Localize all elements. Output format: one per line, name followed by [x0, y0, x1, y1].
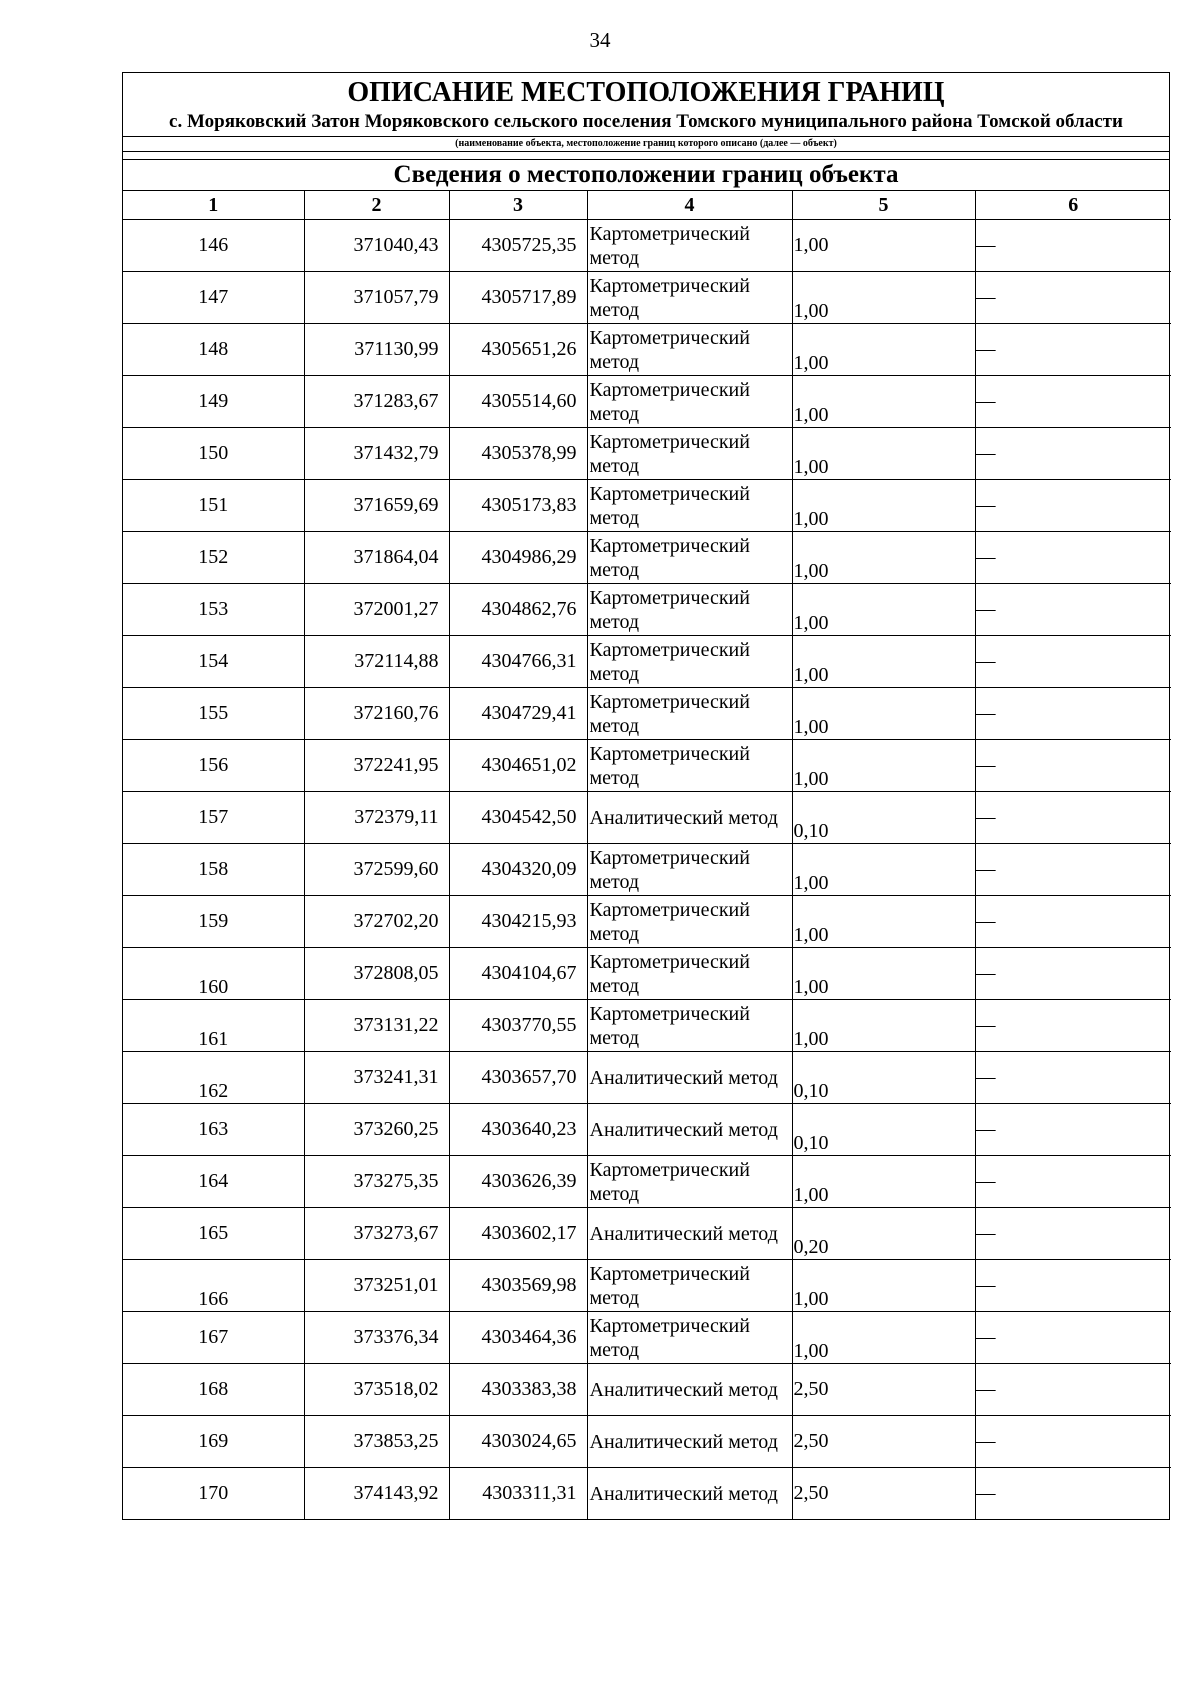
accuracy-cell: 2,50 — [792, 1468, 975, 1520]
method-cell: Картометрический метод — [587, 740, 792, 792]
accuracy-cell: 1,00 — [792, 636, 975, 688]
y-coordinate-cell: 4303770,55 — [449, 1000, 587, 1052]
accuracy-cell: 1,00 — [792, 1156, 975, 1208]
column-header: 2 — [304, 191, 449, 220]
method-cell: Аналитический метод — [587, 1104, 792, 1156]
x-coordinate-cell: 373273,67 — [304, 1208, 449, 1260]
table-row — [123, 1312, 1171, 1364]
table-row — [123, 1364, 1171, 1416]
method-cell: Аналитический метод — [587, 1468, 792, 1520]
method-cell: Картометрический метод — [587, 376, 792, 428]
accuracy-cell: 1,00 — [792, 1260, 975, 1312]
x-coordinate-cell: 374143,92 — [304, 1468, 449, 1520]
y-coordinate-cell: 4304766,31 — [449, 636, 587, 688]
description-cell: — — [975, 376, 1171, 428]
point-number-cell: 152 — [123, 532, 304, 584]
document-title: ОПИСАНИЕ МЕСТОПОЛОЖЕНИЯ ГРАНИЦ — [347, 77, 945, 108]
accuracy-cell: 1,00 — [792, 844, 975, 896]
table-row — [123, 896, 1171, 948]
point-number-cell: 156 — [123, 740, 304, 792]
y-coordinate-cell: 4305514,60 — [449, 376, 587, 428]
table-row — [123, 584, 1171, 636]
method-cell: Аналитический метод — [587, 1364, 792, 1416]
method-cell: Картометрический метод — [587, 480, 792, 532]
table-row — [123, 1052, 1171, 1104]
y-coordinate-cell: 4305378,99 — [449, 428, 587, 480]
y-coordinate-cell: 4303602,17 — [449, 1208, 587, 1260]
accuracy-cell: 1,00 — [792, 324, 975, 376]
x-coordinate-cell: 371040,43 — [304, 220, 449, 272]
accuracy-cell: 1,00 — [792, 948, 975, 1000]
description-cell: — — [975, 324, 1171, 376]
y-coordinate-cell: 4304651,02 — [449, 740, 587, 792]
table-row — [123, 1104, 1171, 1156]
x-coordinate-cell: 373518,02 — [304, 1364, 449, 1416]
description-cell: — — [975, 532, 1171, 584]
description-cell: — — [975, 1260, 1171, 1312]
method-cell: Картометрический метод — [587, 1156, 792, 1208]
point-number-cell: 168 — [123, 1364, 304, 1416]
method-cell: Картометрический метод — [587, 1312, 792, 1364]
x-coordinate-cell: 373131,22 — [304, 1000, 449, 1052]
column-header: 4 — [587, 191, 792, 220]
spacer — [123, 152, 1169, 159]
table-row — [123, 1260, 1171, 1312]
description-cell: — — [975, 584, 1171, 636]
accuracy-cell: 1,00 — [792, 220, 975, 272]
boundary-description-form — [122, 72, 1170, 1520]
description-cell: — — [975, 1416, 1171, 1468]
point-number-cell: 170 — [123, 1468, 304, 1520]
x-coordinate-cell: 372160,76 — [304, 688, 449, 740]
accuracy-cell: 1,00 — [792, 584, 975, 636]
y-coordinate-cell: 4303626,39 — [449, 1156, 587, 1208]
y-coordinate-cell: 4304862,76 — [449, 584, 587, 636]
description-cell: — — [975, 272, 1171, 324]
x-coordinate-cell: 373853,25 — [304, 1416, 449, 1468]
point-number-cell: 167 — [123, 1312, 304, 1364]
description-cell: — — [975, 688, 1171, 740]
table-row — [123, 844, 1171, 896]
point-number-cell: 161 — [123, 1000, 304, 1052]
point-number-cell: 149 — [123, 376, 304, 428]
x-coordinate-cell: 372114,88 — [304, 636, 449, 688]
coordinates-table — [123, 191, 1171, 1519]
accuracy-cell: 1,00 — [792, 480, 975, 532]
x-coordinate-cell: 372808,05 — [304, 948, 449, 1000]
accuracy-cell: 1,00 — [792, 1000, 975, 1052]
method-cell: Аналитический метод — [587, 1416, 792, 1468]
table-row — [123, 1468, 1171, 1520]
y-coordinate-cell: 4304104,67 — [449, 948, 587, 1000]
y-coordinate-cell: 4305173,83 — [449, 480, 587, 532]
y-coordinate-cell: 4303640,23 — [449, 1104, 587, 1156]
y-coordinate-cell: 4304215,93 — [449, 896, 587, 948]
point-number-cell: 163 — [123, 1104, 304, 1156]
point-number-cell: 165 — [123, 1208, 304, 1260]
description-cell: — — [975, 1312, 1171, 1364]
description-cell: — — [975, 428, 1171, 480]
point-number-cell: 148 — [123, 324, 304, 376]
section-title: Сведения о местоположении границ объекта — [123, 159, 1169, 191]
method-cell: Картометрический метод — [587, 688, 792, 740]
x-coordinate-cell: 372241,95 — [304, 740, 449, 792]
method-cell: Картометрический метод — [587, 896, 792, 948]
method-cell: Картометрический метод — [587, 324, 792, 376]
y-coordinate-cell: 4303657,70 — [449, 1052, 587, 1104]
accuracy-cell: 1,00 — [792, 740, 975, 792]
point-number-cell: 162 — [123, 1052, 304, 1104]
method-cell: Картометрический метод — [587, 1000, 792, 1052]
y-coordinate-cell: 4303464,36 — [449, 1312, 587, 1364]
description-cell: — — [975, 1000, 1171, 1052]
description-cell: — — [975, 1208, 1171, 1260]
x-coordinate-cell: 373376,34 — [304, 1312, 449, 1364]
x-coordinate-cell: 371659,69 — [304, 480, 449, 532]
column-header: 6 — [975, 191, 1171, 220]
x-coordinate-cell: 373275,35 — [304, 1156, 449, 1208]
y-coordinate-cell: 4303024,65 — [449, 1416, 587, 1468]
table-row — [123, 636, 1171, 688]
description-cell: — — [975, 220, 1171, 272]
table-row — [123, 740, 1171, 792]
accuracy-cell: 1,00 — [792, 688, 975, 740]
method-cell: Картометрический метод — [587, 220, 792, 272]
table-row — [123, 324, 1171, 376]
table-row — [123, 688, 1171, 740]
y-coordinate-cell: 4305717,89 — [449, 272, 587, 324]
accuracy-cell: 2,50 — [792, 1416, 975, 1468]
table-row — [123, 532, 1171, 584]
y-coordinate-cell: 4305725,35 — [449, 220, 587, 272]
accuracy-cell: 0,20 — [792, 1208, 975, 1260]
point-number-cell: 159 — [123, 896, 304, 948]
table-row — [123, 1416, 1171, 1468]
method-cell: Аналитический метод — [587, 1052, 792, 1104]
method-cell: Картометрический метод — [587, 272, 792, 324]
description-cell: — — [975, 636, 1171, 688]
description-cell: — — [975, 480, 1171, 532]
column-header: 1 — [123, 191, 304, 220]
method-cell: Аналитический метод — [587, 792, 792, 844]
accuracy-cell: 0,10 — [792, 1052, 975, 1104]
accuracy-cell: 1,00 — [792, 532, 975, 584]
column-header: 3 — [449, 191, 587, 220]
accuracy-cell: 0,10 — [792, 792, 975, 844]
y-coordinate-cell: 4303311,31 — [449, 1468, 587, 1520]
accuracy-cell: 1,00 — [792, 376, 975, 428]
table-row — [123, 220, 1171, 272]
method-cell: Картометрический метод — [587, 584, 792, 636]
accuracy-cell: 1,00 — [792, 272, 975, 324]
x-coordinate-cell: 372001,27 — [304, 584, 449, 636]
point-number-cell: 166 — [123, 1260, 304, 1312]
x-coordinate-cell: 372599,60 — [304, 844, 449, 896]
accuracy-cell: 1,00 — [792, 896, 975, 948]
x-coordinate-cell: 371130,99 — [304, 324, 449, 376]
point-number-cell: 157 — [123, 792, 304, 844]
point-number-cell: 153 — [123, 584, 304, 636]
point-number-cell: 154 — [123, 636, 304, 688]
point-number-cell: 169 — [123, 1416, 304, 1468]
y-coordinate-cell: 4304320,09 — [449, 844, 587, 896]
x-coordinate-cell: 371432,79 — [304, 428, 449, 480]
y-coordinate-cell: 4304542,50 — [449, 792, 587, 844]
method-cell: Картометрический метод — [587, 636, 792, 688]
x-coordinate-cell: 372379,11 — [304, 792, 449, 844]
method-cell: Аналитический метод — [587, 1208, 792, 1260]
point-number-cell: 146 — [123, 220, 304, 272]
method-cell: Картометрический метод — [587, 1260, 792, 1312]
point-number-cell: 160 — [123, 948, 304, 1000]
column-header-row — [123, 191, 1171, 220]
x-coordinate-cell: 372702,20 — [304, 896, 449, 948]
document-subtitle: с. Моряковский Затон Моряковского сельского поселения Томского муниципального района Томской области — [169, 111, 1123, 132]
form-header — [123, 73, 1169, 137]
accuracy-cell: 1,00 — [792, 1312, 975, 1364]
description-cell: — — [975, 740, 1171, 792]
table-row — [123, 1156, 1171, 1208]
method-cell: Картометрический метод — [587, 844, 792, 896]
accuracy-cell: 0,10 — [792, 1104, 975, 1156]
table-row — [123, 428, 1171, 480]
y-coordinate-cell: 4303383,38 — [449, 1364, 587, 1416]
description-cell: — — [975, 1052, 1171, 1104]
y-coordinate-cell: 4304729,41 — [449, 688, 587, 740]
table-row — [123, 948, 1171, 1000]
accuracy-cell: 1,00 — [792, 428, 975, 480]
y-coordinate-cell: 4305651,26 — [449, 324, 587, 376]
table-row — [123, 1208, 1171, 1260]
description-cell: — — [975, 1156, 1171, 1208]
x-coordinate-cell: 373251,01 — [304, 1260, 449, 1312]
column-header: 5 — [792, 191, 975, 220]
point-number-cell: 158 — [123, 844, 304, 896]
point-number-cell: 151 — [123, 480, 304, 532]
method-cell: Картометрический метод — [587, 948, 792, 1000]
description-cell: — — [975, 844, 1171, 896]
x-coordinate-cell: 373241,31 — [304, 1052, 449, 1104]
description-cell: — — [975, 1482, 996, 1504]
method-cell: Картометрический метод — [587, 428, 792, 480]
table-row — [123, 376, 1171, 428]
point-number-cell: 164 — [123, 1156, 304, 1208]
description-cell: — — [975, 1364, 1171, 1416]
table-row — [123, 1000, 1171, 1052]
description-cell: — — [975, 948, 1171, 1000]
point-number-cell: 147 — [123, 272, 304, 324]
accuracy-cell: 2,50 — [792, 1364, 975, 1416]
point-number-cell: 155 — [123, 688, 304, 740]
table-row — [123, 480, 1171, 532]
x-coordinate-cell: 373260,25 — [304, 1104, 449, 1156]
description-cell: — — [975, 792, 1171, 844]
table-row — [123, 792, 1171, 844]
x-coordinate-cell: 371283,67 — [304, 376, 449, 428]
table-row — [123, 272, 1171, 324]
description-cell: — — [975, 896, 1171, 948]
description-cell: — — [975, 1104, 1171, 1156]
y-coordinate-cell: 4303569,98 — [449, 1260, 587, 1312]
method-cell: Картометрический метод — [587, 532, 792, 584]
x-coordinate-cell: 371864,04 — [304, 532, 449, 584]
page-number: 34 — [589, 28, 611, 52]
y-coordinate-cell: 4304986,29 — [449, 532, 587, 584]
object-caption: (наименование объекта, местоположение границ которого описано (далее — объект) — [123, 137, 1169, 152]
x-coordinate-cell: 371057,79 — [304, 272, 449, 324]
point-number-cell: 150 — [123, 428, 304, 480]
